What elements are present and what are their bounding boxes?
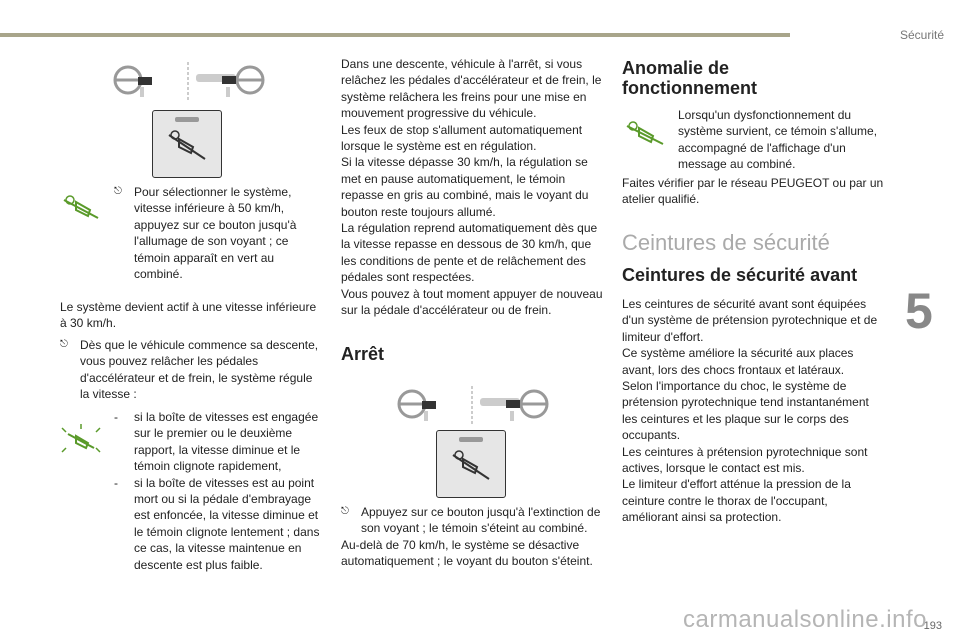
section-title: Sécurité bbox=[899, 28, 944, 42]
heading-anomalie: Anomalie de fonctionnement bbox=[622, 58, 757, 98]
heading-arret: Arrêt bbox=[341, 344, 385, 364]
heading-ceintures-avant: Ceintures de sécurité avant bbox=[622, 265, 858, 285]
watermark: carmanualsonline.info bbox=[683, 606, 927, 633]
col2-bullet-arret: ⎋ Appuyez sur ce bouton jusqu'à l'extinction de son voyant ; le témoin s'éteint au combiné. Au-delà de 70 km/h, le système se désactive automatiquement ; le voyant du bouton s'éteint. bbox=[341, 505, 601, 569]
col1-bullet-descent: ⎋ Dès que le véhicule commence sa descente, vous pouvez relâcher les pédales d'accélérateur et de frein, le système régule la vitesse : bbox=[60, 338, 319, 402]
col1-dash-list: - si la boîte de vitesses est engagée sur le premier ou le deuxième rapport, la vitesse diminue et le témoin clignote rapidement, - si la boîte de vitesses est au point mort ou si la pédale d'embrayage est enfoncée, la vitesse diminue et le témoin clignote lentement ; dans ce cas, la vitesse maintenue en descente est plus faible. bbox=[114, 410, 320, 572]
hill-descent-icon bbox=[165, 129, 209, 165]
chapter-number: 5 bbox=[905, 283, 933, 339]
col3-anomalie-advice: Faites vérifier par le réseau PEUGEOT ou par un atelier qualifié. bbox=[622, 176, 884, 207]
col2-text-block: Dans une descente, véhicule à l'arrêt, si vous relâchez les pédales d'accélérateur et de frein, le système relâchera les freins pour une mise en mouvement progressive du véhicule. Les feux de stop s'allument automatiquement lorsque le système est en régulation. Si la vitesse dépasse 30 km/h, la régulation se met en pause automatiquement, le témoin repasse en gris au combiné, mais le voyant du bouton reste toujours allumé. La régulation reprend automatiquement dès que la vitesse repasse en dessous de 30 km/h, que les conditions de pente et de relâchement des pédales sont respectées. Vous pouvez à tout moment appuyer de nouveau sur la pédale d'accélérateur ou de frein. bbox=[341, 57, 603, 318]
dashboard-view-icon bbox=[108, 62, 268, 104]
heading-ceintures: Ceintures de sécurité bbox=[622, 230, 830, 255]
page-number: 193 bbox=[923, 620, 942, 632]
hdc-blinking-indicator-icon bbox=[58, 424, 104, 456]
hdc-green-indicator-icon bbox=[60, 194, 102, 222]
dashboard-view-icon-2 bbox=[392, 386, 552, 428]
hill-descent-icon-2 bbox=[449, 449, 493, 485]
hdc-button-panel-2 bbox=[436, 430, 506, 498]
col3-ceintures-text: Les ceintures de sécurité avant sont équipées d'un système de prétension pyrotechnique et de limiteur d'effort. Ce système améliore la sécurité aux places avant, lors des chocs frontaux et latéraux. Selon l'importance du choc, le système de prétension pyrotechnique tend instantanément les ceintures et les plaque sur le corps des occupants. Les ceintures à prétension pyrotechnique sont actives, lorsque le contact est mis. Le limiteur d'effort atténue la pression de la ceinture contre le thorax de l'occupant, améliorant ainsi sa protection. bbox=[622, 297, 878, 525]
top-bar bbox=[0, 33, 790, 37]
hdc-button-panel bbox=[152, 110, 222, 178]
col1-para-active: Le système devient actif à une vitesse inférieure à 30 km/h. bbox=[60, 300, 317, 331]
col1-bullet-select: ⎋ Pour sélectionner le système, vitesse inférieure à 50 km/h, appuyez sur ce bouton jusqu'à l'allumage de son voyant ; ce témoin apparaît en vert au combiné. bbox=[114, 185, 297, 282]
hdc-fault-indicator-icon bbox=[623, 120, 667, 148]
col3-anomalie-text: Lorsqu'un dysfonctionnement du système survient, ce témoin s'allume, accompagné de l'affichage d'un message au combiné. bbox=[678, 108, 878, 172]
